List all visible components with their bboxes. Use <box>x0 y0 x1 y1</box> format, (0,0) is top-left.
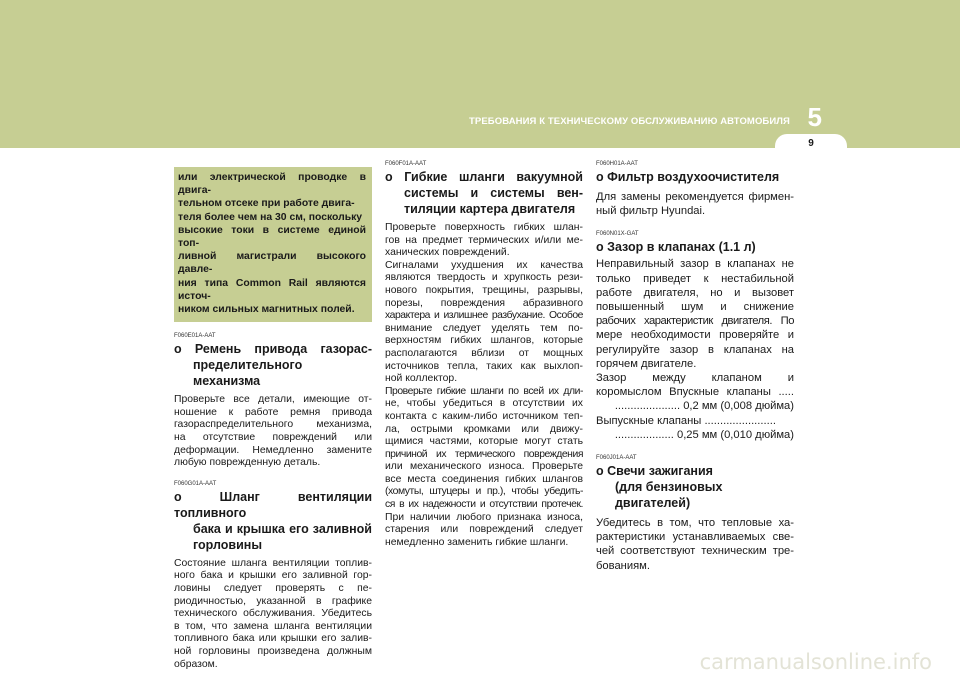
section-code: F060E01A-AAT <box>174 333 216 340</box>
section-body: Проверьте все детали, имеющие от- ношение к работе ремня привода газораспределительного механизма, на отсутствие повреждений или деформации. Немедленно замените любую поврежденную деталь. <box>174 394 372 469</box>
section-valve-clearance <box>596 230 794 442</box>
section-code: F060J01A-AAT <box>596 455 637 462</box>
section-body: Проверьте поверхность гибких шлан- гов на предмет термических и/или ме- ханических повреждений. Сигналами ухудшения их качества являются твердость и хрупкость рези- нового покрытия, трещины, разрывы, порезы, повреждения абразивного характера и излишнее разбухание. Особое внимание следует уделять тем по- верхностям гибких шлангов, которые располагаются вблизи от мощных источников тепла, таких как выхлоп- ной коллектор. Проверьте гибкие шланги по всей их дли- не, чтобы убедиться в отсутствии их контакта с каким-либо источником теп- ла, острыми кромками или движу- щимися частями, которые могут стать причиной их термического повреждения или механического износа. Проверьте все места соединения гибких шлангов (хомуты, штуцеры и пр.), чтобы убедить- ся в их надежности и отсутствии протечек. При наличии любого признака износа, старения или повреждений следует немедленно заменить гибкие шланги. <box>385 222 583 548</box>
section-code: F060G01A-AAT <box>174 480 217 487</box>
chapter-title: ТРЕБОВАНИЯ К ТЕХНИЧЕСКОМУ ОБСЛУЖИВАНИЮ АВТОМОБИЛЯ <box>469 116 790 127</box>
section-title: o Шланг вентиляции топливного бака и крышка его заливной горловины <box>174 489 372 552</box>
warning-line: тельном отсеке при работе двига- <box>178 198 355 210</box>
warning-line: ливной магистрали высокого давле- <box>178 251 366 276</box>
section-air-filter <box>596 160 794 218</box>
section-title: o Ремень привода газорас- пределительного механизма <box>174 342 372 389</box>
warning-line: теля более чем на 30 см, поскольку <box>178 211 363 223</box>
section-title: o Свечи зажигания (для бензиновых двигателей) <box>596 464 723 511</box>
section-title: o Фильтр воздухоочистителя <box>596 170 780 184</box>
warning-line: или электрической проводке в двига- <box>178 172 366 197</box>
warning-line: ником сильных магнитных полей. <box>178 304 355 316</box>
warning-box <box>174 167 372 322</box>
page-number: 9 <box>808 138 814 149</box>
section-body: Состояние шланга вентиляции топлив- ного бака и крышки его заливной гор- ловины следует проверять с пе- риодичностью, указанной в графике технического обслуживания. Убедитесь в том, что замена шланга вентиляции топливного бака или крышки его залив- ной горловины произведена должным образом. <box>174 557 372 670</box>
watermark: carmanualsonline.info <box>699 650 932 674</box>
column-2 <box>385 160 583 549</box>
warning-line: ния типа Common Rail являются источ- <box>178 277 366 302</box>
section-title: o Зазор в клапанах (1.1 л) <box>596 240 756 255</box>
header-band <box>0 0 960 148</box>
section-code: F060N01X-GAT <box>596 231 639 238</box>
section-code: F060H01A-AAT <box>596 161 638 167</box>
warning-line: высокие токи в системе единой топ- <box>178 224 366 250</box>
column-1 <box>174 167 372 671</box>
section-body: Для замены рекомендуется фирмен- ный фильтр Hyundai. <box>596 191 794 218</box>
column-3 <box>596 160 794 573</box>
section-body: Убедитесь в том, что тепловые ха- рактеристики устанавливаемых све- чей соответствуют техническим тре- бованиям. <box>596 517 794 572</box>
section-spark-plugs <box>596 454 794 573</box>
section-body: Неправильный зазор в клапанах не только приведет к нестабильной работе двигателя, но и вызовет повышенный шум и снижение рабочих характеристик двигателя. По мере необходимости проверяйте и регулируйте зазор в клапанах на горячем двигателе. Зазор между клапаном и коромыслом Впускные клапаны ..... ..................... 0,2 мм (0,008 дюйма) Выпускные клапаны ....................... ................... 0,25 мм (0,010 дюйма) <box>596 258 794 441</box>
section-vacuum-hoses <box>385 160 583 549</box>
section-timing-belt <box>174 332 372 470</box>
chapter-number: 5 <box>807 102 822 132</box>
section-fuel-vent-hose <box>174 480 372 671</box>
section-code: F060F01A-AAT <box>385 161 427 167</box>
section-title: o Гибкие шланги вакуумной системы и системы вен- тиляции картера двигателя <box>385 170 583 216</box>
